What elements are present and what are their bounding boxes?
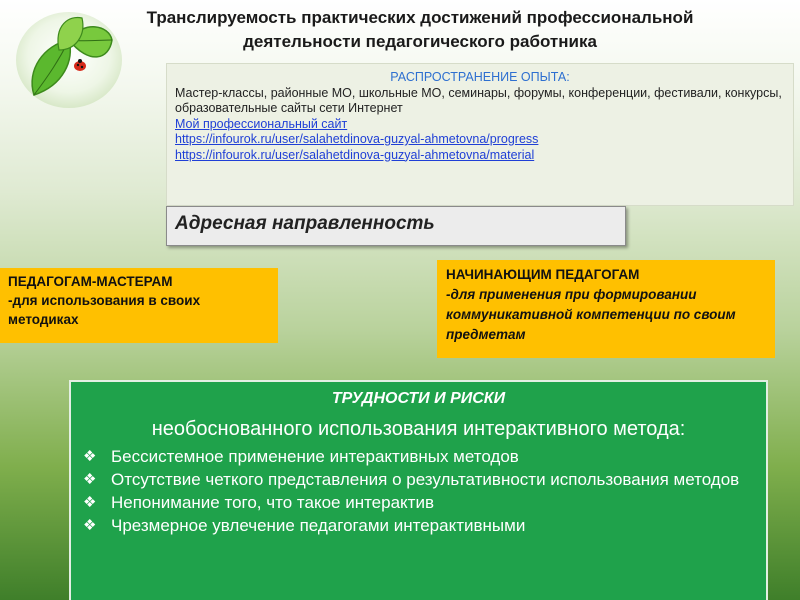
beginners-text: -для применения при формировании коммуникативной компетенции по своим предметам bbox=[446, 287, 736, 342]
risk-text: Отсутствие четкого представления о результативности использования методов bbox=[111, 470, 740, 489]
list-item bbox=[81, 445, 756, 468]
address-heading: Адресная направленность bbox=[166, 206, 626, 246]
risks-subtitle: необоснованного использования интерактивного метода: bbox=[151, 418, 686, 440]
progress-link[interactable]: https://infourok.ru/user/salahetdinova-guzyal-ahmetovna/progress bbox=[175, 132, 539, 146]
risks-title: ТРУДНОСТИ И РИСКИ bbox=[331, 390, 506, 407]
risks-panel bbox=[69, 380, 768, 600]
page-title: Транслируемость практических достижений профессиональной деятельности педагогического работника bbox=[146, 8, 694, 51]
diamond-bullet-icon: ❖ bbox=[83, 471, 97, 488]
masters-box bbox=[0, 268, 278, 343]
beginners-title: НАЧИНАЮЩИМ ПЕДАГОГАМ bbox=[446, 267, 640, 282]
list-item bbox=[81, 491, 756, 514]
masters-title: ПЕДАГОГАМ-МАСТЕРАМ bbox=[8, 274, 173, 289]
risk-text: Бессистемное применение интерактивных методов bbox=[111, 447, 519, 466]
spread-heading: РАСПРОСТРАНЕНИЕ ОПЫТА: bbox=[390, 70, 570, 84]
spread-text: Мастер-классы, районные МО, школьные МО, семинары, форумы, конференции, фестивали, конкурсы, образовательные сайты сети Интернет bbox=[175, 85, 782, 115]
beginners-box bbox=[437, 260, 775, 358]
risk-text: Чрезмерное увлечение педагогами интерактивными bbox=[111, 516, 526, 535]
spread-experience-panel bbox=[166, 63, 794, 206]
material-link[interactable]: https://infourok.ru/user/salahetdinova-guzyal-ahmetovna/material bbox=[175, 147, 535, 162]
professional-site-link[interactable]: Мой профессиональный сайт bbox=[175, 116, 348, 131]
list-item bbox=[81, 468, 756, 491]
masters-text: -для использования в своих методиках bbox=[8, 293, 201, 327]
risk-text: Непонимание того, что такое интерактив bbox=[111, 493, 434, 512]
diamond-bullet-icon: ❖ bbox=[83, 494, 97, 511]
list-item bbox=[81, 514, 756, 537]
risks-list bbox=[81, 445, 756, 537]
diamond-bullet-icon: ❖ bbox=[83, 517, 97, 534]
diamond-bullet-icon: ❖ bbox=[83, 448, 97, 465]
